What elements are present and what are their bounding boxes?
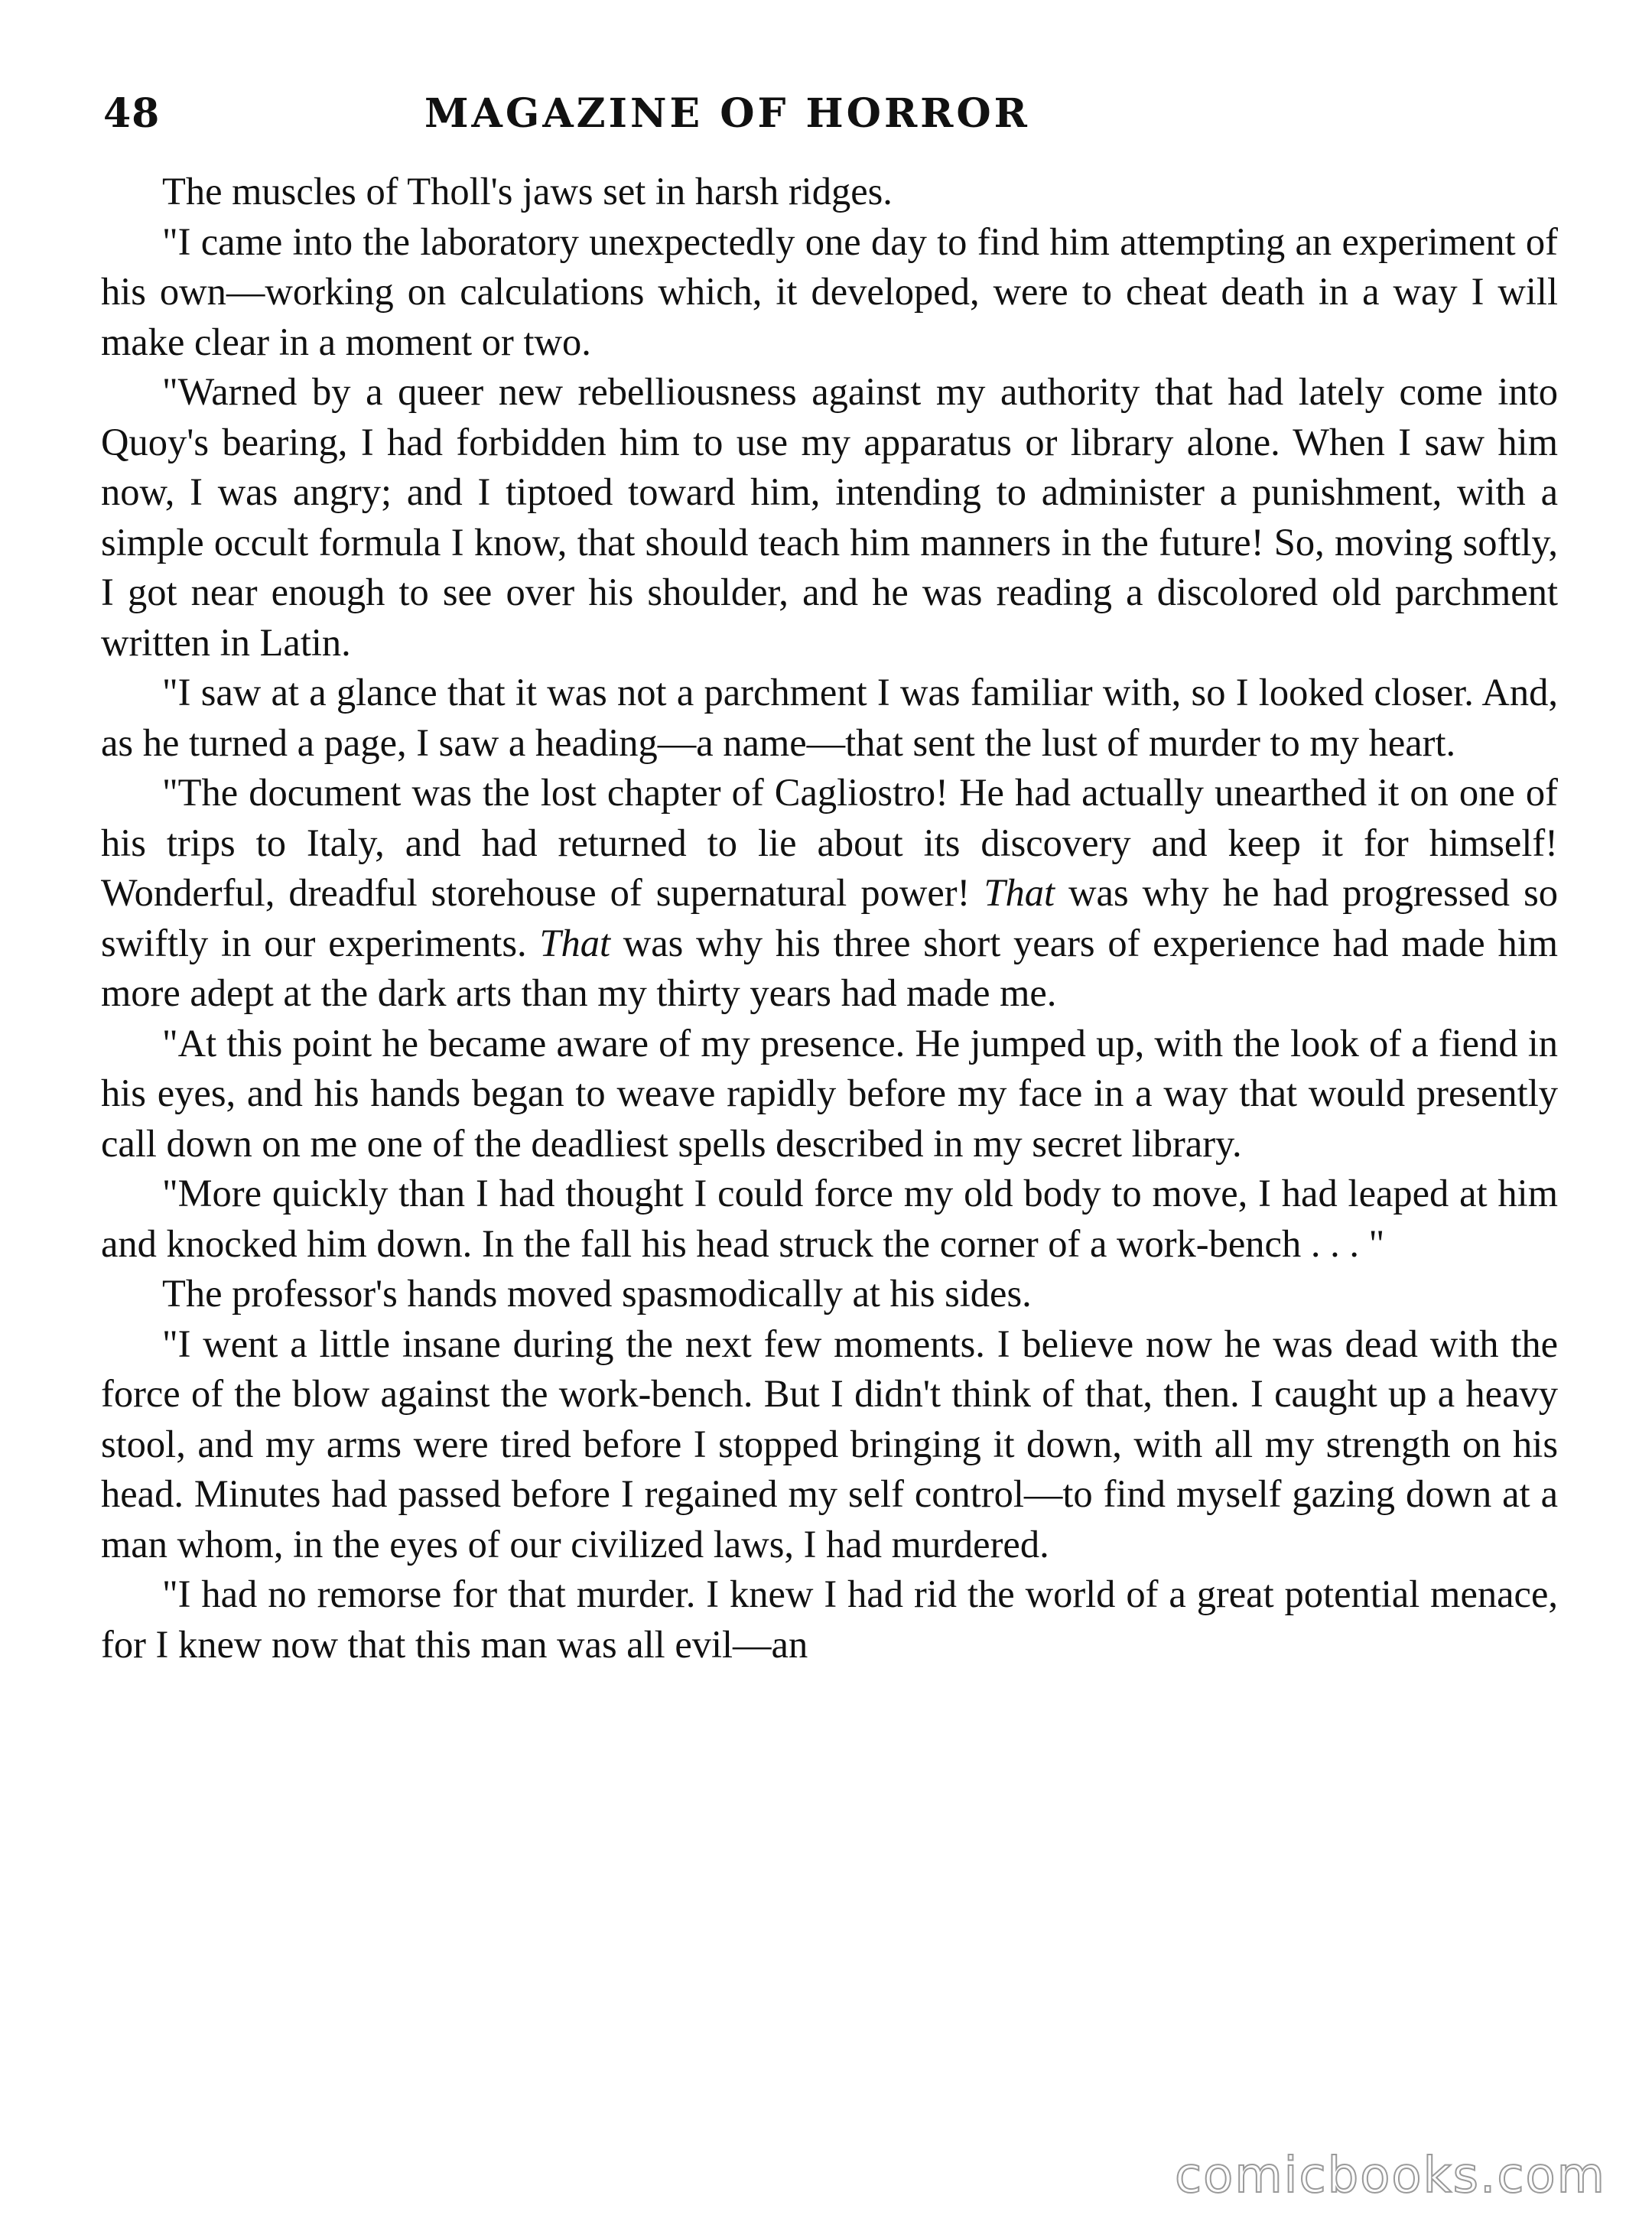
paragraph-text: was why he had progressed so swiftly in our experiments. [101,871,1558,964]
paragraph: "At this point he became aware of my presence. He jumped up, with the look of a fiend in his eyes, and his hands began to weave rapidly before my face in a way that would presently call down on me one of the deadliest spells described in my secret library. [101,1021,1558,1165]
paragraph: "I came into the laboratory unexpectedly one day to find him attempting an experiment of his own—working on calculations which, it developed, were to cheat death in a way I will make clear in a moment or two. [101,220,1558,363]
emphasis-text: That [984,871,1055,914]
watermark: comicbooks.com [1174,2148,1606,2204]
page-header [103,90,1556,151]
paragraph: The muscles of Tholl's jaws set in harsh ridges. [162,170,893,213]
paragraph: "I saw at a glance that it was not a parchment I was familiar with, so I looked closer. And, as he turned a page, I saw a heading—a name—that sent the lust of murder to my heart. [101,671,1558,764]
emphasis-text: That [539,921,611,964]
paragraph-text: was why his three short years of experience had made him more adept at the dark arts than my thirty years had made me. [101,921,1559,1014]
paragraph [101,768,1558,1019]
story-text [101,167,1558,1670]
paragraph: "I had no remorse for that murder. I knew I had rid the world of a great potential menace, for I knew now that this man was all evil—an [101,1572,1558,1666]
paragraph: "I went a little insane during the next few moments. I believe now he was dead with the force of the blow against the work-bench. But I didn't think of that, then. I caught up a heavy stool, and my arms were tired before I stopped bringing it down, with all my strength on his head. Minutes had passed before I regained my self control—to find myself gazing down at a man whom, in the eyes of our civilized laws, I had murdered. [101,1322,1558,1566]
paragraph: "Warned by a queer new rebelliousness against my authority that had lately come into Quoy's bearing, I had forbidden him to use my apparatus or library alone. When I saw him now, I was angry; and I tiptoed toward him, intending to administer a punishment, with a simple occult formula I know, that should teach him manners in the future! So, moving softly, I got near enough to see over his shoulder, and he was reading a discolored old parchment written in Latin. [101,370,1558,664]
paragraph-text: "The document was the lost chapter of Cagliostro! He had actually unearthed it on one of his trips to Italy, and had returned to lie about its discovery and keep it for himself! Wonderful, dreadful storehouse of supernatural power! [101,771,1558,914]
paragraph: The professor's hands moved spasmodically at his sides. [162,1272,1032,1315]
page-number: 48 [103,90,161,137]
running-title: MAGAZINE OF HORROR [424,90,1030,137]
paragraph: "More quickly than I had thought I could force my old body to move, I had leaped at him and knocked him down. In the fall his head struck the corner of a work-bench . . . " [101,1172,1558,1265]
